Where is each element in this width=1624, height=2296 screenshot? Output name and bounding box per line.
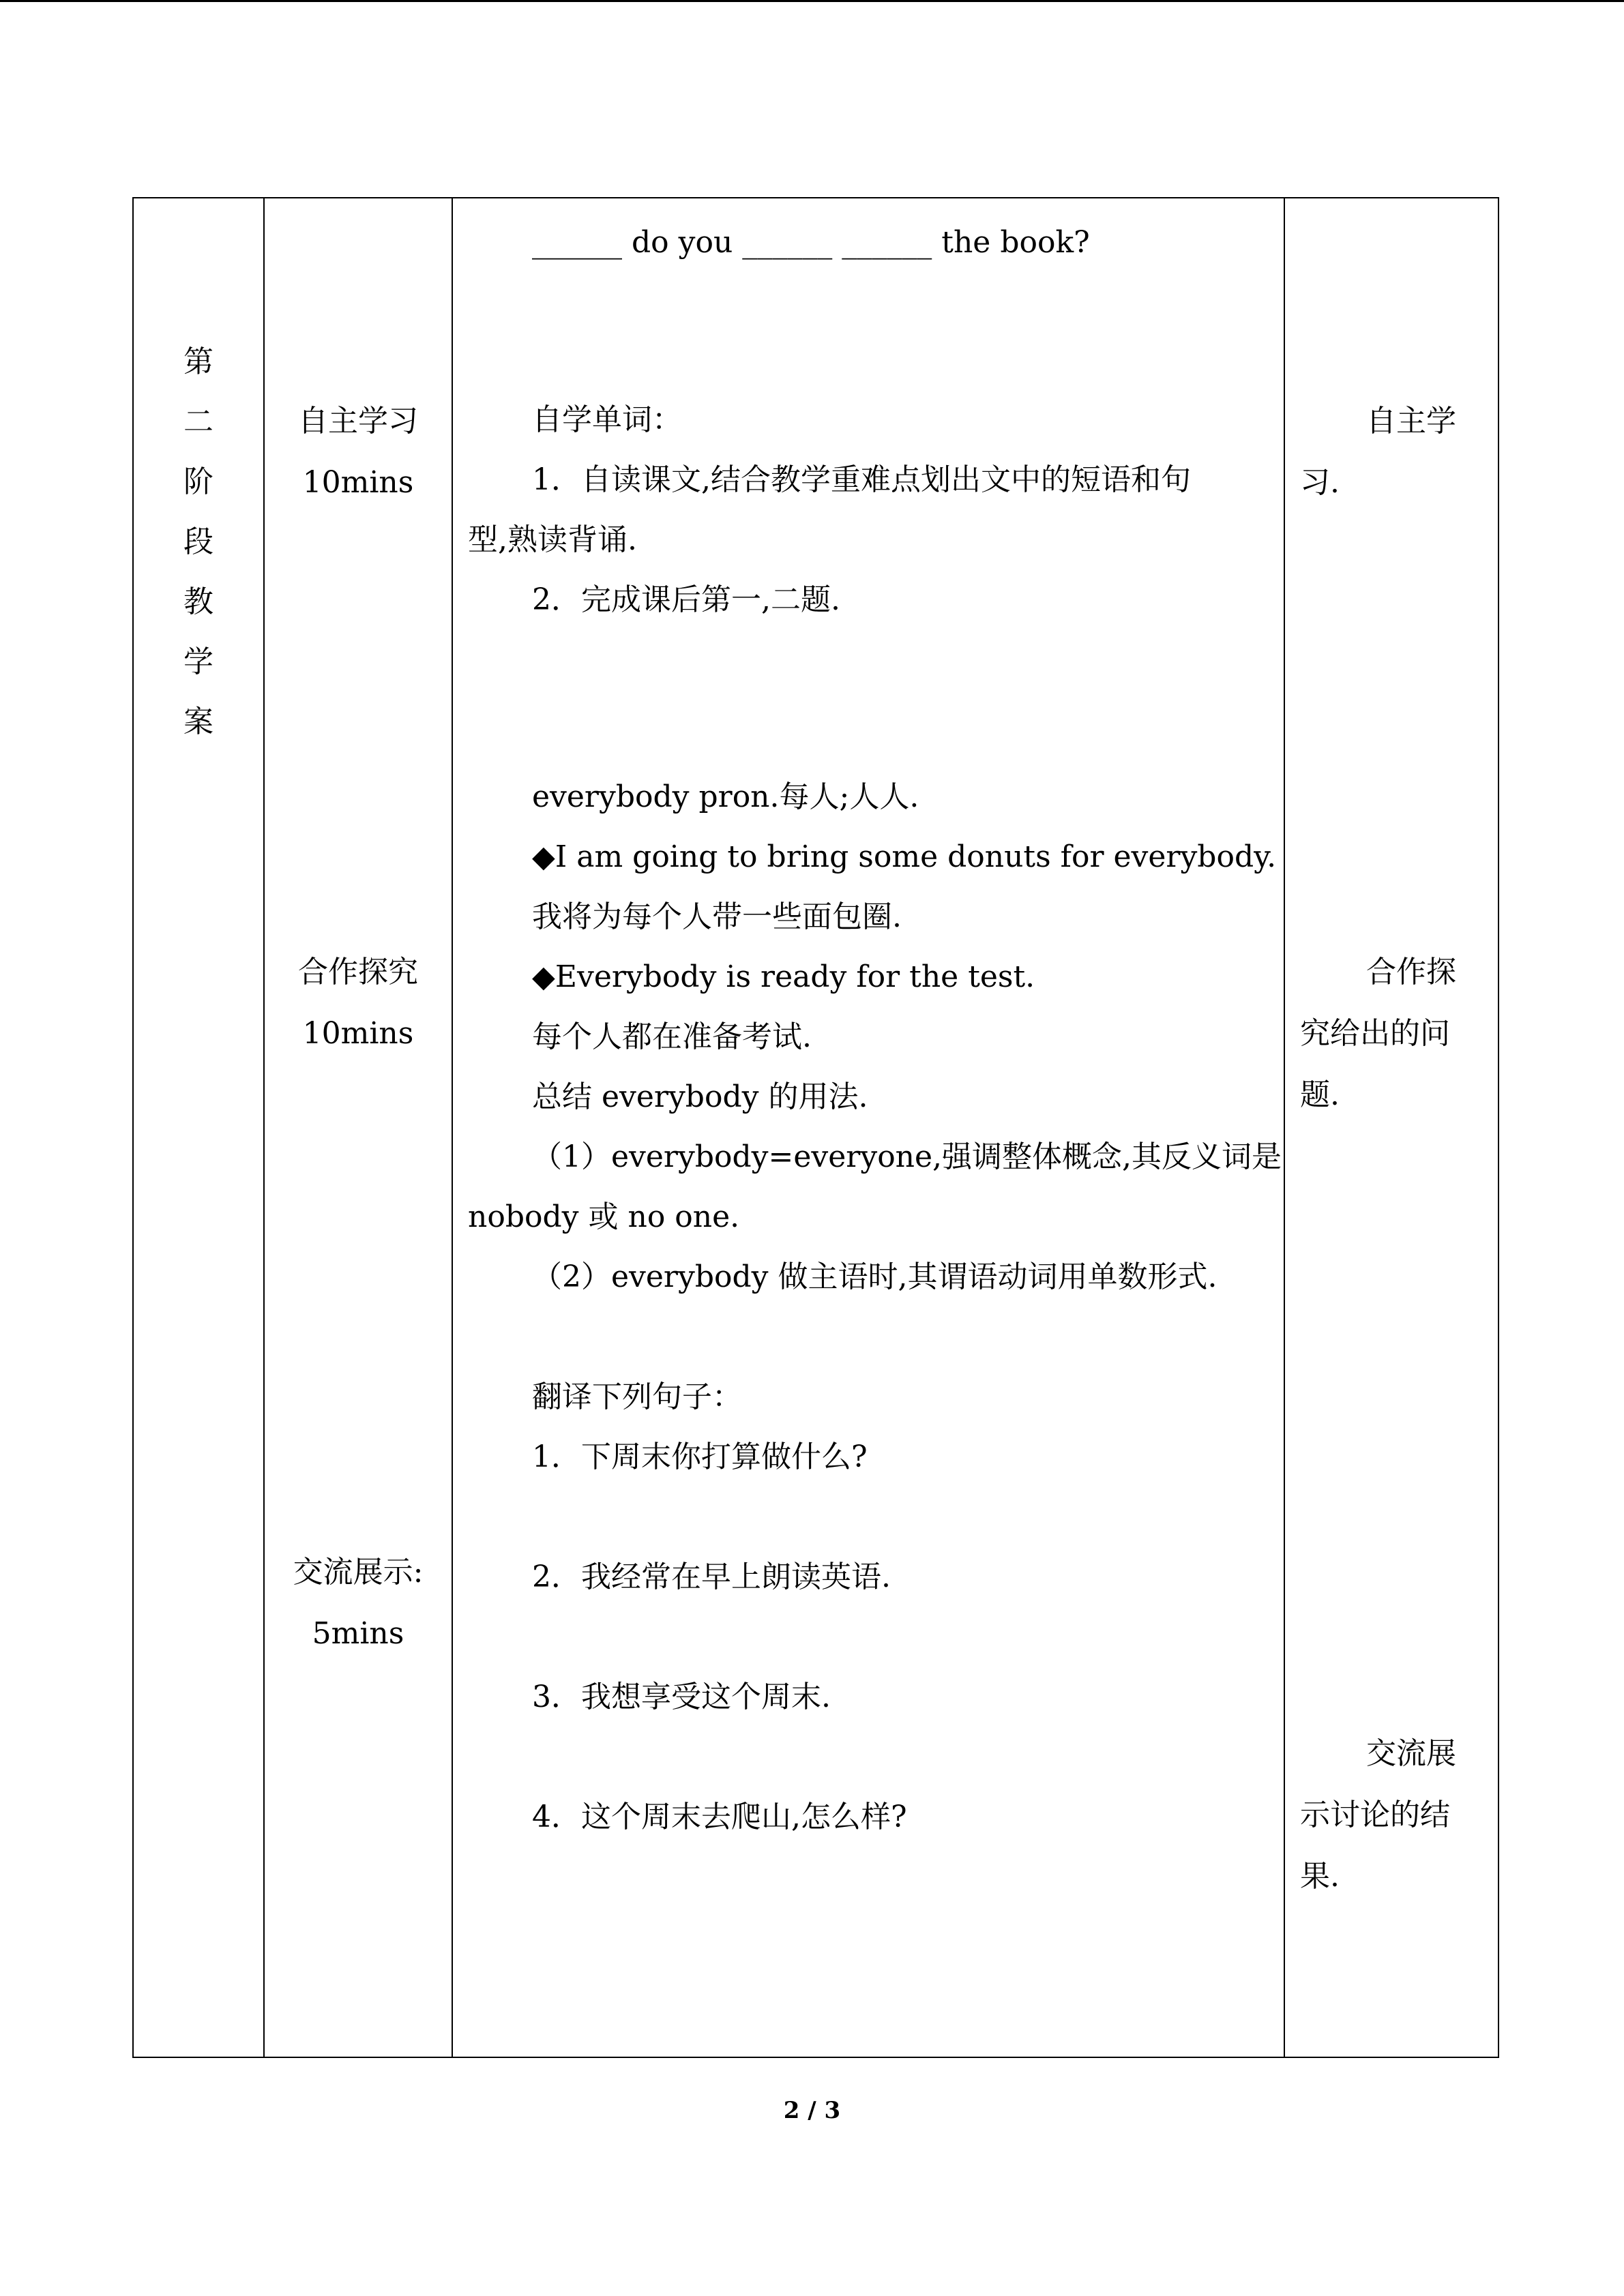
usage-summary: 总结 everybody 的用法. <box>532 1079 868 1114</box>
note-self-study <box>1300 391 1486 513</box>
stage-label <box>134 332 263 752</box>
example-en: ◆Everybody is ready for the test. <box>532 959 1035 994</box>
self-study-item: 型,熟读背诵. <box>468 522 637 557</box>
stage-char: 第 <box>183 344 213 379</box>
example-cn: 每个人都在准备考试. <box>532 1019 812 1054</box>
stage-char: 教 <box>183 584 213 619</box>
example-en: ◆I am going to bring some donuts for everybody. <box>532 839 1277 874</box>
self-study-item: 2．完成课后第一,二题. <box>532 582 840 617</box>
stage-cell <box>133 198 264 2057</box>
self-study-title: 自学单词： <box>532 402 682 437</box>
stage-char: 阶 <box>183 464 213 499</box>
phase-cooperate <box>265 942 452 1064</box>
page-number: 2 / 3 <box>783 2097 841 2124</box>
usage-rule: nobody 或 no one. <box>468 1199 740 1234</box>
table-row <box>133 198 1498 2057</box>
note-show <box>1300 1723 1486 1907</box>
note-line: 交流展 <box>1366 1736 1456 1771</box>
stage-char: 二 <box>183 404 213 439</box>
stage-char: 案 <box>183 704 213 739</box>
note-line: 习. <box>1300 465 1340 500</box>
note-line: 示讨论的结 <box>1300 1798 1450 1832</box>
vocab-word: everybody pron.每人;人人. <box>532 779 919 814</box>
phase-self-study <box>265 391 452 513</box>
translate-item: 2．我经常在早上朗读英语. <box>532 1560 891 1594</box>
translate-item: 1．下周末你打算做什么? <box>532 1440 868 1474</box>
note-cooperate <box>1300 942 1486 1126</box>
phase-name: 合作探究 <box>298 955 418 989</box>
phase-cell <box>264 198 452 2057</box>
stage-char: 段 <box>183 524 213 559</box>
self-study-item: 1．自读课文,结合教学重难点划出文中的短语和句 <box>532 462 1191 497</box>
note-line: 究给出的问 <box>1300 1016 1450 1051</box>
notes-cell <box>1284 198 1498 2057</box>
usage-rule: （2）everybody 做主语时,其谓语动词用单数形式. <box>532 1259 1217 1294</box>
note-line: 果. <box>1300 1859 1340 1894</box>
translate-title: 翻译下列句子： <box>532 1380 742 1414</box>
translate-item: 4．这个周末去爬山,怎么样? <box>532 1800 907 1834</box>
example-cn: 我将为每个人带一些面包圈. <box>532 899 902 934</box>
phase-time: 10mins <box>302 465 414 500</box>
fill-sentence: ______ do you ______ ______ the book? <box>532 225 1090 260</box>
phase-name: 自主学习 <box>298 404 418 438</box>
content-cell <box>452 198 1284 2057</box>
translate-item: 3．我想享受这个周末. <box>532 1680 831 1714</box>
note-line: 题. <box>1300 1077 1340 1112</box>
note-line: 自主学 <box>1366 404 1456 438</box>
note-line: 合作探 <box>1366 955 1456 989</box>
lesson-plan-table <box>132 197 1499 2058</box>
usage-rule: （1）everybody=everyone,强调整体概念,其反义词是 <box>532 1139 1282 1174</box>
phase-time: 10mins <box>302 1016 414 1051</box>
phase-time: 5mins <box>312 1616 404 1651</box>
top-border-line <box>0 0 1624 2</box>
phase-name: 交流展示: <box>293 1555 424 1590</box>
stage-char: 学 <box>183 644 213 679</box>
phase-show <box>265 1542 452 1665</box>
